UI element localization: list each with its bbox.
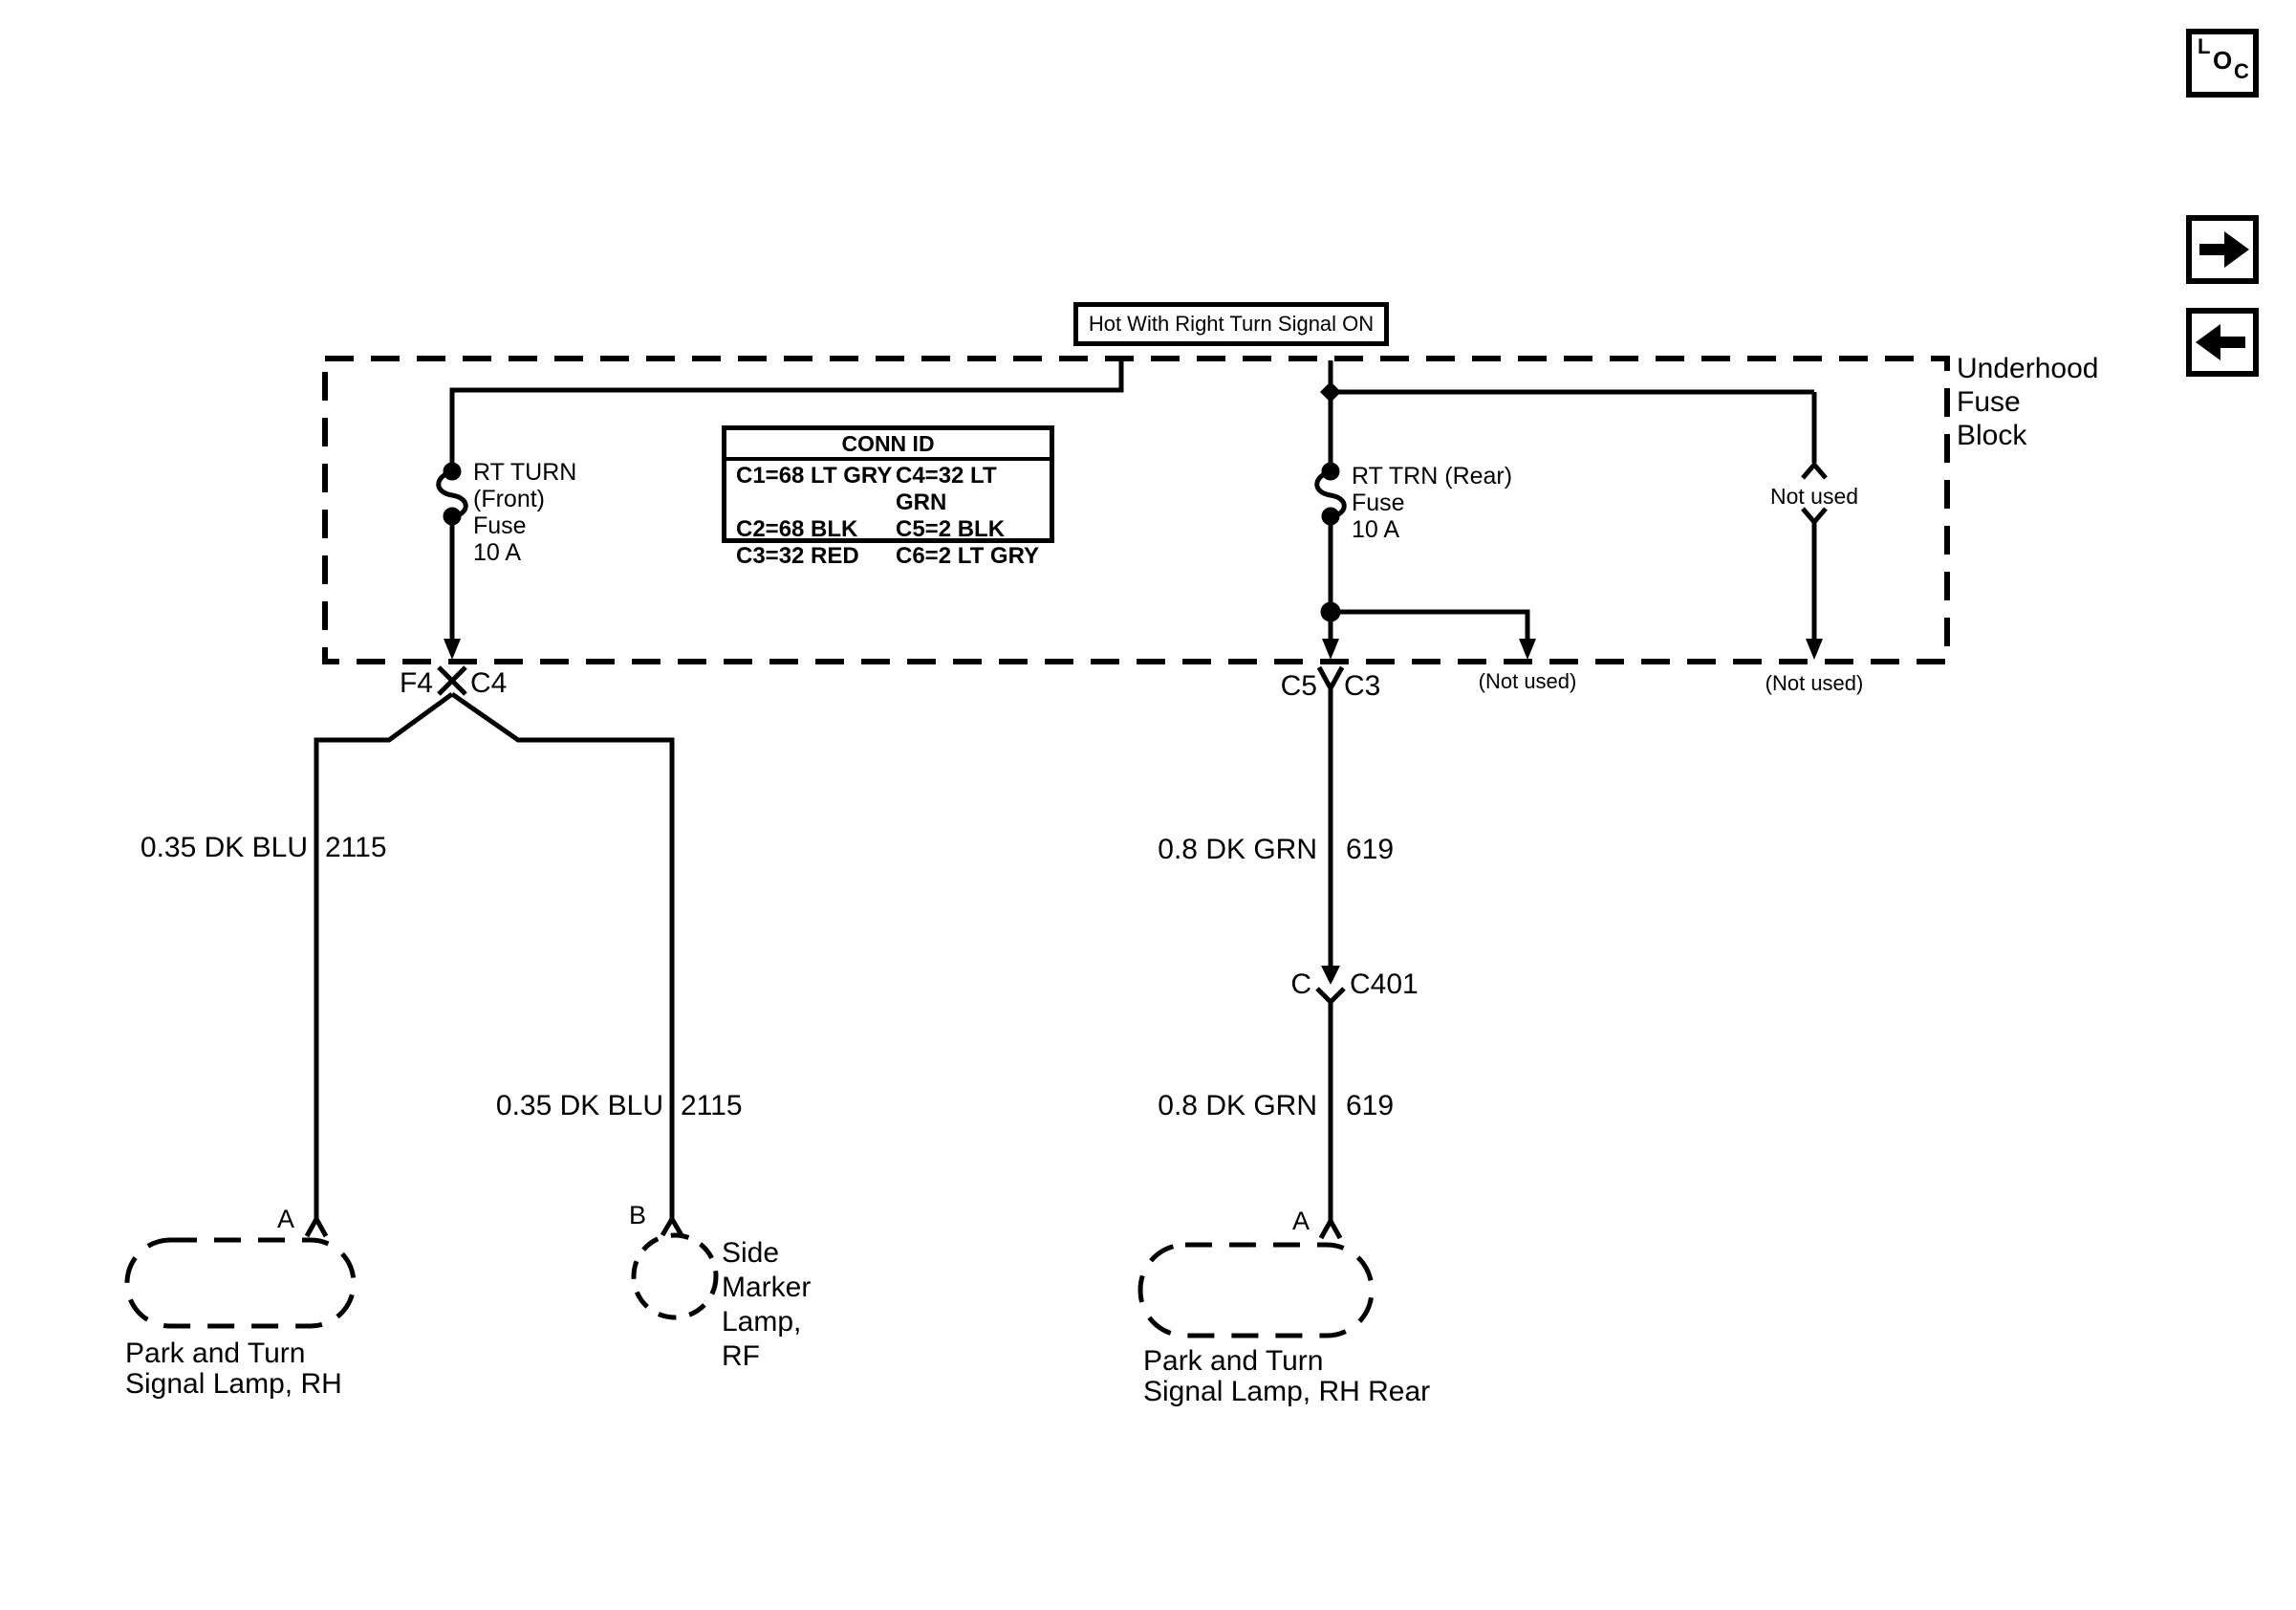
left-arrow-icon bbox=[2192, 314, 2253, 371]
conn-id-cell: C2=68 BLK bbox=[736, 516, 858, 542]
front-lamp-terminal-fork bbox=[307, 1219, 326, 1236]
conn-id-cell: C6=2 LT GRY bbox=[896, 543, 1040, 569]
rear-fuse-symbol bbox=[1317, 465, 1345, 639]
next-page-button[interactable] bbox=[2186, 215, 2259, 284]
loc-letter-l: L bbox=[2198, 34, 2211, 58]
rear-fuse-label: RT TRN (Rear) Fuse 10 A bbox=[1352, 463, 1513, 543]
c401-connector-symbol bbox=[1317, 966, 1344, 1002]
side-marker-outline bbox=[634, 1235, 716, 1317]
connector-c-label: C bbox=[1290, 968, 1311, 1000]
wire-front-lower-spec: 0.35 DK BLU bbox=[495, 1090, 663, 1121]
power-source-box bbox=[1073, 302, 1389, 346]
connector-f4-label: F4 bbox=[399, 667, 433, 699]
f4-c4-connector-symbol bbox=[439, 667, 466, 694]
front-fuse-symbol bbox=[439, 465, 466, 641]
rear-fuse-exit-arrow bbox=[1322, 639, 1339, 660]
power-source-label: Hot With Right Turn Signal ON bbox=[1088, 312, 1375, 336]
wire-rear-lower-spec: 0.8 DK GRN bbox=[1158, 1090, 1317, 1121]
connector-c5-label: C5 bbox=[1280, 670, 1317, 702]
conn-id-cell: C4=32 LT GRN bbox=[896, 463, 997, 515]
terminal-a-rear-label: A bbox=[1292, 1207, 1310, 1235]
fuse-block-title: Underhood Fuse Block bbox=[1957, 353, 2099, 451]
junction-dot bbox=[1323, 604, 1338, 620]
wire-rear-lower-circuit: 619 bbox=[1346, 1090, 1395, 1121]
rear-lamp-name: Park and Turn Signal Lamp, RH Rear bbox=[1143, 1345, 1431, 1407]
connector-c3-label: C3 bbox=[1344, 670, 1381, 702]
wire-rear-upper-circuit: 619 bbox=[1346, 834, 1395, 865]
side-marker-name: Side Marker Lamp, RF bbox=[722, 1237, 812, 1372]
terminal-a-front-label: A bbox=[277, 1205, 295, 1233]
wire-front-lower-circuit: 2115 bbox=[681, 1090, 743, 1121]
not-used-terminal-branch bbox=[1803, 392, 1826, 660]
conn-id-cell: C1=68 LT GRY bbox=[736, 463, 893, 489]
conn-id-cell: C5=2 BLK bbox=[896, 516, 1006, 542]
not-used-cavity-mid-label: (Not used) bbox=[1478, 669, 1577, 693]
conn-id-cell: C3=32 RED bbox=[736, 543, 859, 569]
front-wire-split bbox=[316, 694, 672, 1219]
wire-front-upper-spec: 0.35 DK BLU bbox=[140, 832, 308, 863]
not-used-cavity-branch bbox=[1331, 612, 1536, 660]
not-used-cavity-right-label: (Not used) bbox=[1765, 671, 1864, 695]
rear-lamp-terminal-fork bbox=[1321, 1221, 1340, 1238]
right-arrow-icon bbox=[2192, 221, 2253, 278]
not-used-terminal-label: Not used bbox=[1769, 484, 1859, 509]
junction-diamond bbox=[1320, 381, 1341, 402]
terminal-b-side-marker-label: B bbox=[629, 1201, 647, 1229]
connector-c401-label: C401 bbox=[1350, 968, 1419, 1000]
rear-lamp-outline bbox=[1140, 1245, 1372, 1336]
conn-id-header: CONN ID bbox=[726, 430, 1050, 461]
front-fuse-label: RT TURN (Front) Fuse 10 A bbox=[473, 459, 577, 566]
loc-letter-c: C bbox=[2234, 59, 2249, 83]
wire-rear-upper-spec: 0.8 DK GRN bbox=[1158, 834, 1317, 865]
side-marker-terminal-fork bbox=[662, 1219, 682, 1235]
wire-front-upper-circuit: 2115 bbox=[325, 832, 387, 863]
prev-page-button[interactable] bbox=[2186, 308, 2259, 377]
front-lamp-outline bbox=[127, 1240, 354, 1326]
front-fuse-exit-arrow bbox=[444, 639, 461, 660]
loc-button[interactable] bbox=[2186, 29, 2259, 98]
connector-c4-label: C4 bbox=[470, 667, 508, 699]
c5-c3-connector-symbol bbox=[1319, 667, 1342, 688]
conn-id-table bbox=[722, 425, 1054, 569]
rear-feed-wire bbox=[1320, 360, 1814, 468]
loc-letter-o: O bbox=[2213, 46, 2233, 75]
front-lamp-name: Park and Turn Signal Lamp, RH bbox=[125, 1338, 342, 1400]
